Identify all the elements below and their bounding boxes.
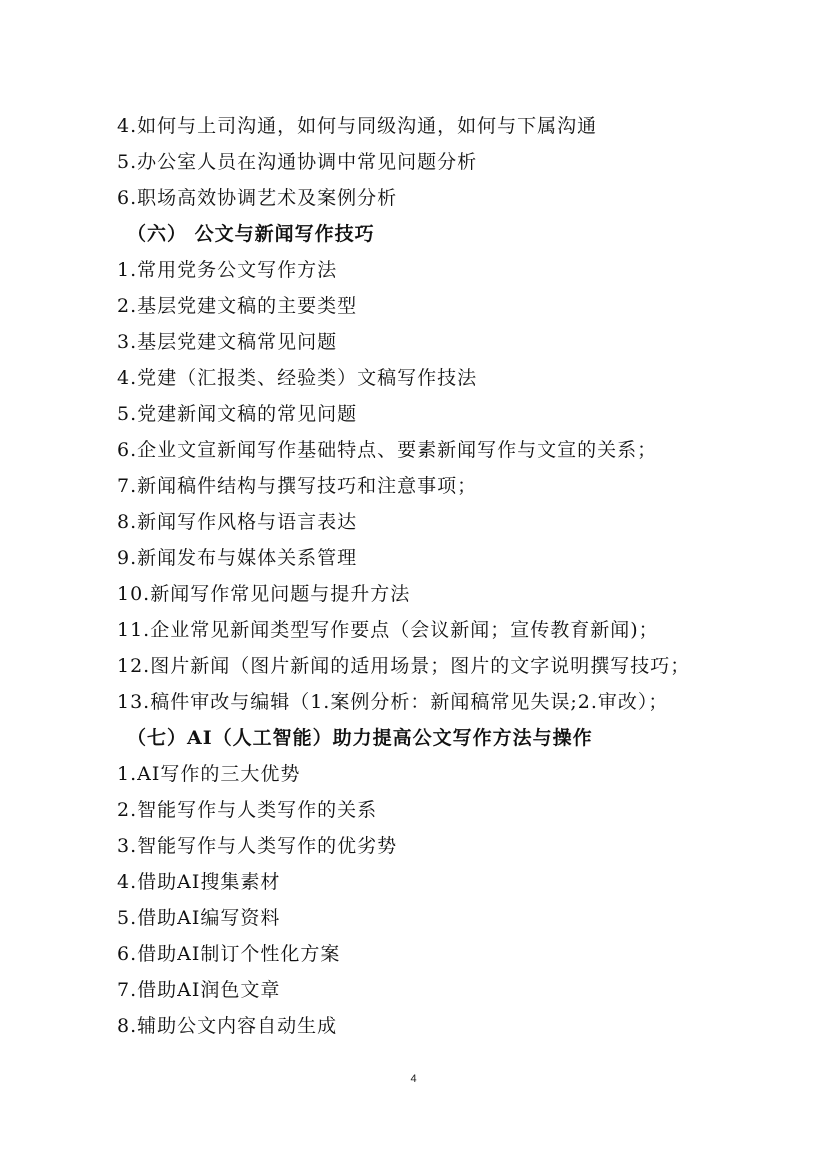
document-body	[117, 108, 717, 1044]
list-item: 13.稿件审改与编辑（1.案例分析：新闻稿常见失误;2.审改）；	[117, 691, 669, 713]
list-item: 6.借助AI制订个性化方案	[117, 943, 341, 965]
list-item: 5.办公室人员在沟通协调中常见问题分析	[117, 151, 478, 173]
list-item: 2.基层党建文稿的主要类型	[117, 295, 358, 317]
list-item: 2.智能写作与人类写作的关系	[117, 799, 378, 821]
list-item: 1.AI写作的三大优势	[117, 763, 301, 785]
list-item: 4.借助AI搜集素材	[117, 871, 281, 893]
page-number: 4	[410, 1073, 417, 1085]
list-item: 9.新闻发布与媒体关系管理	[117, 547, 358, 569]
list-item: 4.党建（汇报类、经验类）文稿写作技法	[117, 367, 478, 389]
list-item: 5.党建新闻文稿的常见问题	[117, 403, 358, 425]
list-item: 10.新闻写作常见问题与提升方法	[117, 583, 411, 605]
list-item: 12.图片新闻（图片新闻的适用场景；图片的文字说明撰写技巧；	[117, 655, 691, 677]
section-heading: （七）AI（人工智能）助力提高公文写作方法与操作	[127, 727, 593, 749]
list-item: 1.常用党务公文写作方法	[117, 259, 338, 281]
list-item: 6.企业文宣新闻写作基础特点、要素新闻写作与文宣的关系；	[117, 439, 658, 461]
list-item: 5.借助AI编写资料	[117, 907, 281, 929]
list-item: 8.辅助公文内容自动生成	[117, 1015, 338, 1037]
list-item: 8.新闻写作风格与语言表达	[117, 511, 358, 533]
list-item: 4.如何与上司沟通，如何与同级沟通，如何与下属沟通	[117, 115, 598, 137]
list-item: 7.借助AI润色文章	[117, 979, 281, 1001]
section-heading: （六） 公文与新闻写作技巧	[127, 223, 375, 245]
list-item: 3.智能写作与人类写作的优劣势	[117, 835, 398, 857]
list-item: 6.职场高效协调艺术及案例分析	[117, 187, 398, 209]
list-item: 3.基层党建文稿常见问题	[117, 331, 338, 353]
list-item: 11.企业常见新闻类型写作要点（会议新闻；宣传教育新闻)；	[117, 619, 659, 641]
list-item: 7.新闻稿件结构与撰写技巧和注意事项；	[117, 475, 478, 497]
